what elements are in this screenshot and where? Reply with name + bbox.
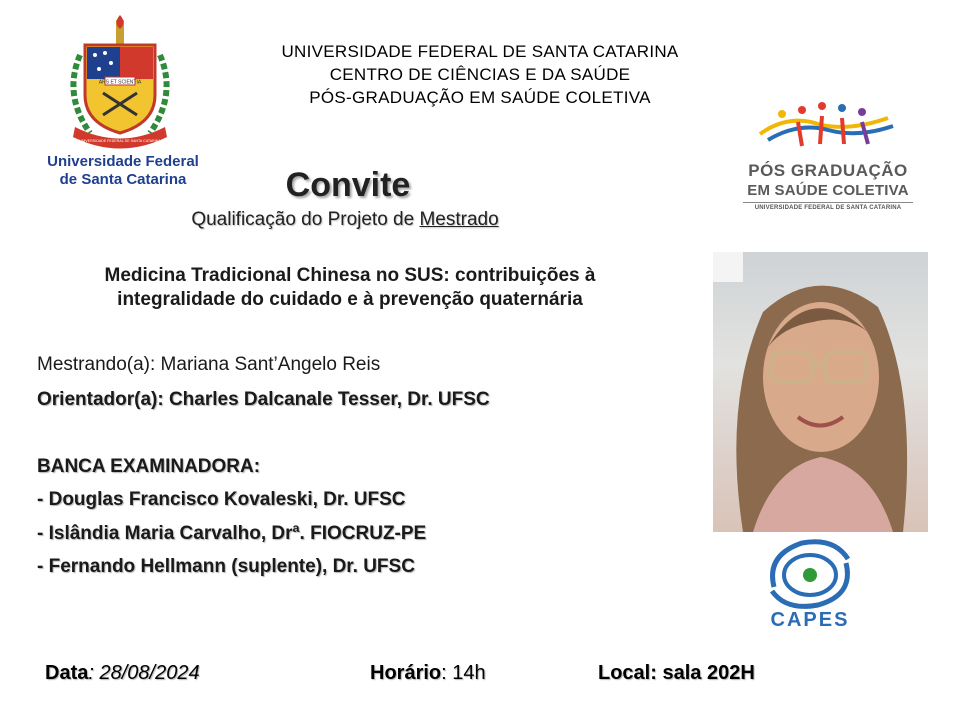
place-value: : sala 202H (650, 662, 755, 684)
thesis-title (30, 264, 670, 312)
advisor-label: Orientador(a): (37, 389, 169, 410)
subtitle-prefix: Qualificação do Projeto de (191, 209, 420, 230)
pgsc-line-3: UNIVERSIDADE FEDERAL DE SANTA CATARINA (754, 205, 902, 211)
advisor-name: Charles Dalcanale Tesser, Dr. UFSC (168, 389, 490, 410)
student-label: Mestrando(a): (37, 354, 161, 375)
header-line-3: PÓS-GRADUAÇÃO EM SAÚDE COLETIVA (309, 88, 651, 107)
header-line-1: UNIVERSIDADE FEDERAL DE SANTA CATARINA (281, 42, 679, 61)
ufsc-ring-text: UNIVERSIDADE FEDERAL DE SANTA CATARINA (79, 139, 161, 143)
student-name: Mariana Sant’Angelo Reis (160, 354, 381, 375)
capes-emblem-icon (762, 535, 858, 611)
ufsc-motto: ARS ET SCIENTIA (98, 79, 142, 86)
thesis-title-line1: Medicina Tradicional Chinesa no SUS: contribuições à (104, 265, 596, 286)
time-info (370, 662, 486, 685)
student-line (37, 354, 380, 376)
committee-member-3: - Fernando Hellmann (suplente), Dr. UFSC (37, 556, 415, 577)
invite-subtitle (140, 209, 550, 231)
portrait-icon (713, 252, 928, 532)
header-line-2: CENTRO DE CIÊNCIAS E DA SAÚDE (329, 65, 631, 84)
ufsc-name (28, 153, 218, 189)
student-photo (713, 252, 928, 532)
time-label: Horário (370, 662, 442, 684)
place-info (598, 662, 755, 685)
invite-title: Convite (285, 166, 411, 204)
pgsc-line-1: PÓS GRADUAÇÃO (748, 161, 908, 180)
capes-label: CAPES (770, 609, 850, 631)
date-value: : 28/08/2024 (88, 662, 200, 684)
date-label: Data (45, 662, 89, 684)
committee-member-2: - Islândia Maria Carvalho, Drª. FIOCRUZ-PE (37, 523, 427, 544)
people-figures-icon (758, 100, 898, 150)
time-value: : 14h (441, 662, 486, 684)
ufsc-logo (55, 15, 185, 155)
date-info (45, 662, 200, 685)
ufsc-name-line1: Universidade Federal (47, 153, 199, 170)
ufsc-name-line2: de Santa Catarina (59, 171, 187, 188)
advisor-line (37, 389, 490, 411)
thesis-title-line2: integralidade do cuidado e à prevenção quaternária (117, 289, 583, 310)
committee-member-1: - Douglas Francisco Kovaleski, Dr. UFSC (37, 489, 406, 510)
committee-heading: BANCA EXAMINADORA: (37, 456, 261, 477)
capes-logo (762, 535, 858, 611)
place-label: Local (598, 662, 651, 684)
pgsc-line-2: EM SAÚDE COLETIVA (743, 181, 913, 203)
subtitle-underlined: Mestrado (419, 209, 499, 230)
institution-header (180, 40, 780, 109)
ufsc-crest-icon (55, 15, 185, 155)
pgsc-logo-text (743, 161, 913, 213)
pgsc-logo (758, 100, 898, 150)
